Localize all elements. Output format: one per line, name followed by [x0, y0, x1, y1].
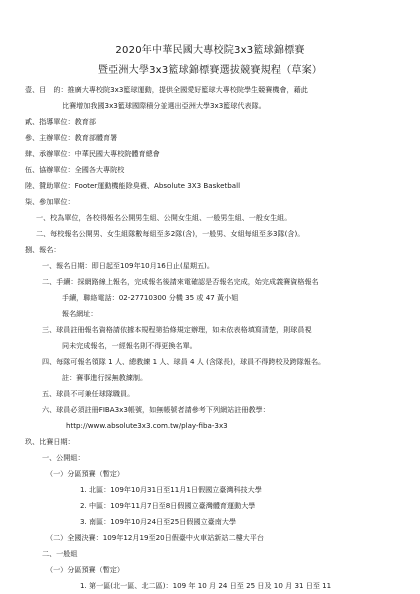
doc-line-registration-url-label: 報名網址： — [62, 309, 98, 318]
doc-line-advisor-unit: 貳、指導單位：教育部 — [25, 117, 96, 126]
doc-line-registration-eligibility: 三、球員註冊報名資格請依據本規程第拾條規定辦理，如未依表格填寫清楚，則球員視 — [42, 325, 312, 334]
doc-line-registration-heading: 捌、報名： — [25, 245, 61, 254]
doc-line-open-prelim-south: 3. 南區：109年10月24日至25日假國立臺南大學 — [80, 517, 237, 526]
doc-line-team-note: 註：賽事進行採無教練制。 — [62, 373, 148, 382]
doc-line-schedule-heading: 玖、比賽日期： — [25, 437, 75, 446]
doc-line-player-staff-rule: 五、球員不可兼任球隊職員。 — [42, 389, 135, 398]
doc-line-registration-date: 一、報名日期：即日起至109年10月16日止(星期五)。 — [42, 261, 214, 270]
doc-line-fiba-account-url: http://www.absolute3x3.com.tw/play-fiba-3x3 — [66, 421, 228, 430]
doc-line-open-final: （二）全國決賽：109年12月19至20日假臺中火車站新站二樓大平台 — [46, 533, 264, 542]
doc-line-open-prelim-central: 2. 中區：109年11月7日至8日假國立臺灣體育運動大學 — [80, 501, 256, 510]
doc-line-general-prelim-heading: （一）分區預賽（暫定） — [46, 565, 125, 574]
doc-line-registration-eligibility-cont: 同未完成報名，一經報名則不得更換名單。 — [62, 341, 197, 350]
doc-line-purpose-cont: 比賽增加我國3x3籃球國際積分並選出亞洲大學3x3籃球代表隊。 — [62, 101, 266, 110]
doc-line-participants-heading: 柒、參加單位： — [25, 197, 75, 206]
doc-line-purpose: 壹、目 的：推廣大專校院3x3籃球運動，提供全國愛好籃球大專校院學生競賽機會，藉此 — [25, 85, 308, 94]
doc-line-fiba-account-rule: 六、球員必須註冊FIBA3x3帳號，如無帳號者請參考下列網站註冊教學： — [42, 405, 270, 414]
doc-line-open-division-heading: 一、公開組： — [42, 453, 85, 462]
doc-line-co-organizer-unit: 伍、協辦單位：全國各大專院校 — [25, 165, 125, 174]
document-title-line-1: 2020年中華民國大專校院3x3籃球錦標賽 — [115, 45, 305, 56]
document-title-line-2: 暨亞洲大學3x3籃球錦標賽選拔競賽規程（草案） — [97, 65, 323, 76]
doc-line-general-prelim-area-1: 1. 第一區(北一區、北二區)：109 年 10 月 24 日至 25 日及 10 月 31 日至 11 — [80, 581, 332, 590]
doc-line-open-prelim-north: 1. 北區：109年10月31日至11月1日假國立臺灣科技大學 — [80, 485, 262, 494]
doc-line-organizer-unit: 參、主辦單位：教育部體育署 — [25, 133, 118, 142]
doc-line-participants-item-1: 一、校為單位，各校得報名公開男生組、公開女生組、一般男生組、一般女生組。 — [36, 213, 292, 222]
doc-line-registration-procedure: 二、手續：採網路線上報名，完成報名後請來電確認是否報名完成，始完成義賽資格報名 — [42, 277, 319, 286]
doc-line-sponsor-unit: 陸、贊助單位：Footer運動機能除臭襪、Absolute 3X3 Basketball — [25, 181, 241, 190]
doc-line-registration-contact: 手續，聯絡電話：02-27710300 分機 35 或 47 黃小姐 — [62, 293, 239, 302]
doc-line-open-prelim-heading: （一）分區預賽（暫定） — [46, 469, 125, 478]
doc-line-general-division-heading: 二、一般組 — [42, 549, 78, 558]
doc-line-participants-item-2: 二、每校報名公開男、女生組隊數每組至多2隊(含)，一般男、女組每組至多3隊(含)。 — [36, 229, 305, 238]
doc-line-host-unit: 肆、承辦單位：中華民國大專校院體育總會 — [25, 149, 160, 158]
doc-line-team-composition: 四、每隊可報名領隊 1 人、總教練 1 人、球員 4 人 (含隊長)，球員不得跨校及跨隊報名。 — [42, 357, 326, 366]
